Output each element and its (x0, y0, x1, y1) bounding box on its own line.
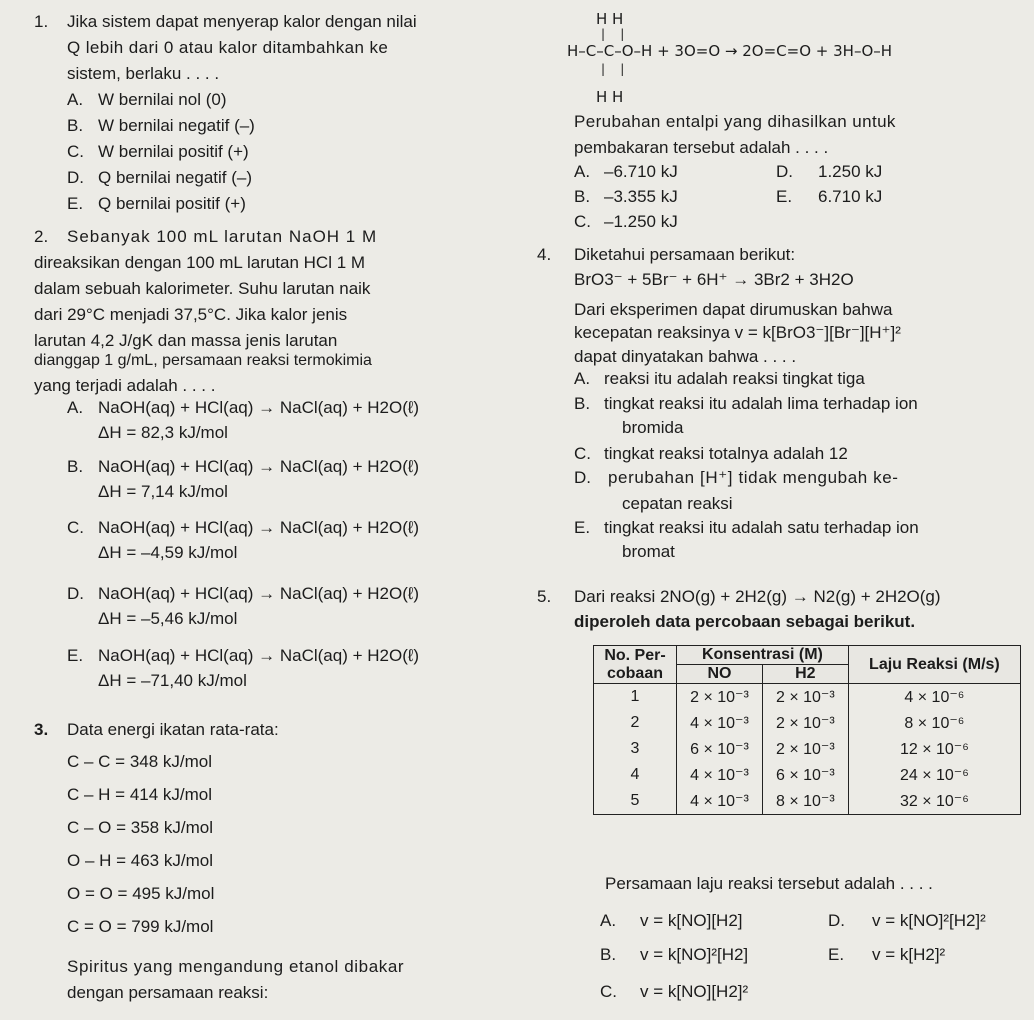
q1-option-b-text: W bernilai negatif (–) (98, 116, 255, 135)
q3-option-e-text: 6.710 kJ (818, 187, 883, 206)
q4-option-e-text-1: tingkat reaksi itu adalah satu terhadap ion (604, 518, 919, 537)
q3-option-d-letter: D. (776, 162, 793, 181)
table-cell: 4 × 10⁻⁶ (848, 684, 1020, 711)
table-cell: 2 (594, 710, 677, 736)
q4-option-c-text: tingkat reaksi totalnya adalah 12 (604, 444, 848, 463)
q3-stem: Data energi ikatan rata-rata: (67, 720, 279, 739)
q2-option-reaction: NaOH(aq) + HCl(aq) → NaCl(aq) + H2O(ℓ) (98, 457, 420, 476)
q3-structure-bond-top: | | (601, 27, 625, 41)
q2-option-enthalpy: ΔH = 7,14 kJ/mol (98, 482, 228, 501)
q5-option-b-letter: B. (600, 945, 617, 964)
q4-text-line-3: dapat dinyatakan bahwa . . . . (574, 347, 797, 366)
table-header-rate (848, 646, 1020, 684)
q3-option-d-text: 1.250 kJ (818, 162, 883, 181)
q2-option-enthalpy: ΔH = –71,40 kJ/mol (98, 671, 247, 690)
table-cell: 2 × 10⁻³ (762, 710, 848, 736)
q3-option-c-text: –1.250 kJ (604, 212, 678, 231)
table-cell: 6 × 10⁻³ (677, 736, 763, 762)
table-row (594, 736, 1021, 762)
q4-option-e-letter: E. (574, 518, 591, 537)
q3-option-a-text: –6.710 kJ (604, 162, 678, 181)
table-cell: 32 × 10⁻⁶ (848, 788, 1020, 815)
table-cell: 8 × 10⁻⁶ (848, 710, 1020, 736)
table-header-experiment-text: No. Per-cobaan (604, 646, 666, 682)
q3-option-c-letter: C. (574, 212, 591, 231)
table-cell: 4 × 10⁻³ (677, 762, 763, 788)
q2-stem-line-2: direaksikan dengan 100 mL larutan HCl 1 M (34, 253, 366, 272)
q5-option-e-text: v = k[H2]² (872, 945, 946, 964)
q2-number: 2. (34, 227, 49, 246)
q3-bond-energy: C – H = 414 kJ/mol (67, 785, 213, 804)
q1-stem-line-1: Jika sistem dapat menyerap kalor dengan nilai (67, 12, 417, 31)
q5-option-a-text: v = k[NO][H2] (640, 911, 743, 930)
q2-option-enthalpy: ΔH = –5,46 kJ/mol (98, 609, 238, 628)
q5-option-c-text: v = k[NO][H2]² (640, 982, 749, 1001)
table-cell: 12 × 10⁻⁶ (848, 736, 1020, 762)
q1-option-e-letter: E. (67, 194, 84, 213)
q3-option-a-letter: A. (574, 162, 591, 181)
q4-option-d-text-2: cepatan reaksi (622, 494, 733, 513)
q3-combustion-equation: H–C–C–O–H + 3O=O → 2O=C=O + 3H–O–H (567, 42, 893, 60)
q5-option-c-letter: C. (600, 982, 617, 1001)
q2-option-enthalpy: ΔH = 82,3 kJ/mol (98, 423, 228, 442)
q2-option-letter: E. (67, 646, 84, 665)
q4-option-c-letter: C. (574, 444, 591, 463)
q1-option-e-text: Q bernilai positif (+) (98, 194, 246, 213)
table-cell: 8 × 10⁻³ (762, 788, 848, 815)
q4-option-a-letter: A. (574, 369, 591, 388)
q5-option-e-letter: E. (828, 945, 845, 964)
q2-stem-line-1: Sebanyak 100 mL larutan NaOH 1 M (67, 227, 378, 246)
q3-option-b-text: –3.355 kJ (604, 187, 678, 206)
q2-option-letter: A. (67, 398, 84, 417)
table-subheader-no: NO (677, 665, 763, 684)
q3-bond-energy: O – H = 463 kJ/mol (67, 851, 213, 870)
q1-option-c-text: W bernilai positif (+) (98, 142, 249, 161)
q1-stem-line-2: Q lebih dari 0 atau kalor ditambahkan ke (67, 38, 389, 57)
table-cell: 4 × 10⁻³ (677, 710, 763, 736)
q5-option-a-letter: A. (600, 911, 617, 930)
table-cell: 3 (594, 736, 677, 762)
q5-number: 5. (537, 587, 552, 606)
q3-option-e-letter: E. (776, 187, 793, 206)
q2-option-reaction: NaOH(aq) + HCl(aq) → NaCl(aq) + H2O(ℓ) (98, 584, 420, 603)
q3-structure-top: H H (596, 10, 624, 28)
q4-number: 4. (537, 245, 552, 264)
q2-stem-line-4: dari 29°C menjadi 37,5°C. Jika kalor jenis (34, 305, 348, 324)
table-header-rate-text: Laju Reaksi (M/s) (869, 655, 1000, 673)
q3-question-line-1: Perubahan entalpi yang dihasilkan untuk (574, 112, 896, 131)
q1-option-a-letter: A. (67, 90, 84, 109)
table-cell: 2 × 10⁻³ (677, 684, 763, 711)
q1-option-d-text: Q bernilai negatif (–) (98, 168, 253, 187)
q3-option-b-letter: B. (574, 187, 591, 206)
table-cell: 2 × 10⁻³ (762, 684, 848, 711)
q5-option-d-letter: D. (828, 911, 845, 930)
q1-stem-line-3: sistem, berlaku . . . . (67, 64, 220, 83)
table-cell: 6 × 10⁻³ (762, 762, 848, 788)
q2-stem-line-5: larutan 4,2 J/gK dan massa jenis larutan (34, 331, 338, 350)
q4-text-line-1: Dari eksperimen dapat dirumuskan bahwa (574, 300, 893, 319)
q5-question: Persamaan laju reaksi tersebut adalah . . . . (605, 874, 933, 893)
q4-stem: Diketahui persamaan berikut: (574, 245, 796, 264)
q3-question-line-2: pembakaran tersebut adalah . . . . (574, 138, 829, 157)
q2-option-reaction: NaOH(aq) + HCl(aq) → NaCl(aq) + H2O(ℓ) (98, 646, 420, 665)
q4-option-b-letter: B. (574, 394, 591, 413)
q1-option-b-letter: B. (67, 116, 84, 135)
q2-option-reaction: NaOH(aq) + HCl(aq) → NaCl(aq) + H2O(ℓ) (98, 518, 420, 537)
q3-tail-line-1: Spiritus yang mengandung etanol dibakar (67, 957, 405, 976)
q3-number: 3. (34, 720, 49, 739)
q4-option-b-text-1: tingkat reaksi itu adalah lima terhadap ion (604, 394, 918, 413)
q1-number: 1. (34, 12, 49, 31)
q4-option-d-text-1: perubahan [H⁺] tidak mengubah ke- (608, 468, 899, 487)
q4-option-d-letter: D. (574, 468, 591, 487)
table-cell: 24 × 10⁻⁶ (848, 762, 1020, 788)
table-cell: 2 × 10⁻³ (762, 736, 848, 762)
q2-option-letter: B. (67, 457, 84, 476)
q2-option-enthalpy: ΔH = –4,59 kJ/mol (98, 543, 238, 562)
q2-stem-line-7: yang terjadi adalah . . . . (34, 376, 216, 395)
table-subheader-h2: H2 (762, 665, 848, 684)
q1-option-a-text: W bernilai nol (0) (98, 90, 227, 109)
table-row (594, 710, 1021, 736)
table-cell: 5 (594, 788, 677, 815)
q2-option-letter: C. (67, 518, 84, 537)
table-cell: 4 × 10⁻³ (677, 788, 763, 815)
q2-option-reaction: NaOH(aq) + HCl(aq) → NaCl(aq) + H2O(ℓ) (98, 398, 420, 417)
q5-data-table (593, 645, 1021, 815)
q1-option-c-letter: C. (67, 142, 84, 161)
q1-option-d-letter: D. (67, 168, 84, 187)
q4-option-a-text: reaksi itu adalah reaksi tingkat tiga (604, 369, 865, 388)
q4-equation: BrO3⁻ + 5Br⁻ + 6H⁺ → 3Br2 + 3H2O (574, 270, 854, 289)
q2-option-letter: D. (67, 584, 84, 603)
table-header-experiment (594, 646, 677, 684)
table-cell: 1 (594, 684, 677, 711)
table-row (594, 684, 1021, 711)
q2-stem-line-3: dalam sebuah kalorimeter. Suhu larutan naik (34, 279, 371, 298)
table-cell: 4 (594, 762, 677, 788)
q3-bond-energy: C – O = 358 kJ/mol (67, 818, 213, 837)
q3-bond-energy: O = O = 495 kJ/mol (67, 884, 215, 903)
q5-stem: Dari reaksi 2NO(g) + 2H2(g) → N2(g) + 2H2O(g) (574, 587, 941, 606)
q3-structure-bottom: H H (596, 88, 624, 106)
q5-stem-line-2: diperoleh data percobaan sebagai berikut. (574, 612, 916, 631)
q3-bond-energy: C = O = 799 kJ/mol (67, 917, 214, 936)
q5-option-b-text: v = k[NO]²[H2] (640, 945, 749, 964)
table-row (594, 788, 1021, 815)
q4-text-line-2: kecepatan reaksinya v = k[BrO3⁻][Br⁻][H⁺]² (574, 323, 901, 342)
q3-bond-energy: C – C = 348 kJ/mol (67, 752, 213, 771)
q2-stem-line-6: dianggap 1 g/mL, persamaan reaksi termokimia (34, 352, 372, 369)
q3-tail-line-2: dengan persamaan reaksi: (67, 983, 269, 1002)
table-row (594, 762, 1021, 788)
table-header-concentration: Konsentrasi (M) (677, 646, 849, 665)
q5-option-d-text: v = k[NO]²[H2]² (872, 911, 986, 930)
q4-option-e-text-2: bromat (622, 542, 675, 561)
q4-option-b-text-2: bromida (622, 418, 684, 437)
q3-structure-bond-bottom: | | (601, 62, 625, 76)
